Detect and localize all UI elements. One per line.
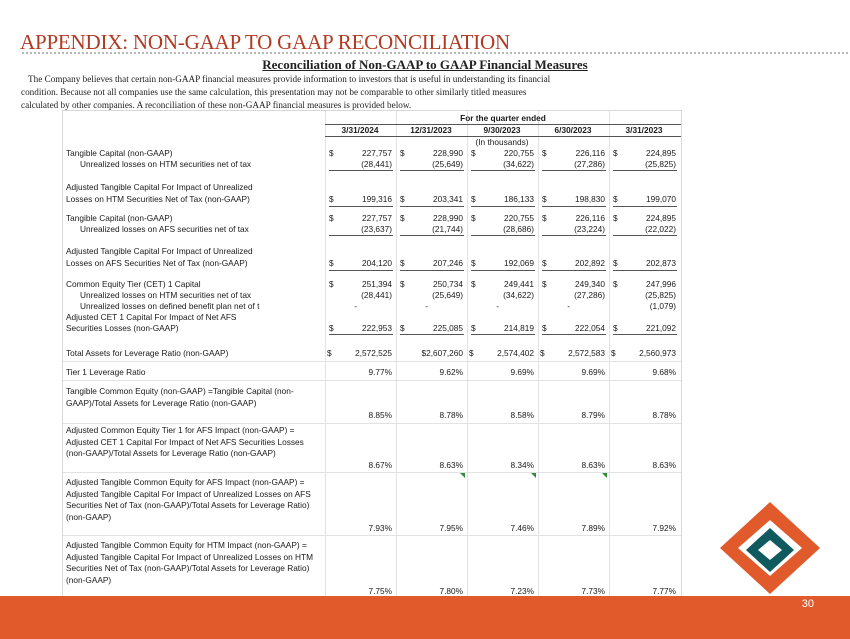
dollar-sign: $ <box>469 348 474 358</box>
cell-value: 192,069 <box>504 258 534 268</box>
intro-line: The Company believes that certain non-GAAP financial measures provide information to investors that is useful in understanding its financial <box>28 74 551 84</box>
cell-value: - <box>354 301 357 311</box>
intro-paragraph <box>21 73 761 112</box>
cell-value: 220,755 <box>504 213 534 223</box>
row-label: Total Assets for Leverage Ratio (non-GAAP) <box>66 348 229 358</box>
cell-value: (34,622) <box>503 290 534 300</box>
cell-value: 8.63% <box>581 460 605 470</box>
subtotal-rule <box>329 170 393 171</box>
dollar-sign: $ <box>613 279 618 289</box>
subtotal-rule <box>400 235 464 236</box>
row-divider <box>63 472 681 473</box>
cell-value: 9.62% <box>439 367 463 377</box>
cell-value: 8.58% <box>510 410 534 420</box>
row-label: Adjusted Tangible Common Equity for AFS Impact (non-GAAP) = Adjusted Tangible Capital For Impact of Unrealized Losses on AFS Securities Net of Tax (non-GAAP)/Total Assets for Leverage Ratio) (non-GAAP) <box>66 477 311 522</box>
cell-value: (34,622) <box>503 159 534 169</box>
cell-value: 7.75% <box>368 586 392 596</box>
cell-value: (25,825) <box>645 159 676 169</box>
cell-value: (28,441) <box>361 290 392 300</box>
total-rule <box>542 270 606 271</box>
column-header: 3/31/2024 <box>341 125 379 135</box>
dollar-sign: $ <box>613 323 618 333</box>
dollar-sign: $ <box>471 213 476 223</box>
table-row <box>63 386 681 422</box>
cell-value: (23,224) <box>574 224 605 234</box>
dollar-sign: $ <box>542 279 547 289</box>
intro-line: condition. Because not all companies use the same calculation, this presentation may not be comparable to other similarly titled measures <box>21 87 527 97</box>
period-header: For the quarter ended <box>460 113 546 123</box>
total-rule <box>329 334 393 335</box>
cell-value: 202,873 <box>646 258 676 268</box>
cell-value: 225,085 <box>433 323 463 333</box>
row-label: Adjusted CET 1 Capital For Impact of Net AFS <box>66 312 237 322</box>
dollar-sign: $ <box>400 213 405 223</box>
row-label: Adjusted Common Equity Tier 1 for AFS Impact (non-GAAP) = Adjusted CET 1 Capital For Impact of Net AFS Securities Losses (non-GAAP)/Total Assets for Leverage Ratio (non-GAAP) <box>66 425 304 458</box>
cell-value: 249,340 <box>575 279 605 289</box>
total-rule <box>329 206 393 207</box>
cell-value: 214,819 <box>504 323 534 333</box>
dollar-sign: $ <box>471 258 476 268</box>
total-rule <box>471 206 535 207</box>
dollar-sign: $ <box>329 279 334 289</box>
cell-value: 7.46% <box>510 523 534 533</box>
cell-value: 8.78% <box>439 410 463 420</box>
cell-value: 7.89% <box>581 523 605 533</box>
dollar-sign: $ <box>542 194 547 204</box>
cell-value: 207,246 <box>433 258 463 268</box>
column-header: 9/30/2023 <box>483 125 521 135</box>
total-rule <box>329 270 393 271</box>
dollar-sign: $ <box>329 148 334 158</box>
cell-value: 7.73% <box>581 586 605 596</box>
page-title: APPENDIX: NON-GAAP TO GAAP RECONCILIATION <box>20 30 510 54</box>
cell-value: 224,895 <box>646 148 676 158</box>
row-label: Tangible Common Equity (non-GAAP) =Tangible Capital (non-GAAP)/Total Assets for Leverage Ratio (non-GAAP) <box>66 386 294 408</box>
total-rule <box>400 334 464 335</box>
cell-value: - <box>567 301 570 311</box>
column-header: 3/31/2023 <box>625 125 663 135</box>
dollar-sign: $ <box>471 323 476 333</box>
subtotal-rule <box>613 170 677 171</box>
cell-value: 7.95% <box>439 523 463 533</box>
row-label: Tangible Capital (non-GAAP) <box>66 213 173 223</box>
dollar-sign: $ <box>329 194 334 204</box>
cell-value: 227,757 <box>362 213 392 223</box>
cell-value: (25,825) <box>645 290 676 300</box>
cell-value: 250,734 <box>433 279 463 289</box>
cell-value: 224,895 <box>646 213 676 223</box>
title-divider <box>22 52 848 54</box>
cell-value: 8.63% <box>439 460 463 470</box>
total-rule <box>613 334 677 335</box>
cell-value: 251,394 <box>362 279 392 289</box>
cell-value: (28,686) <box>503 224 534 234</box>
cell-value: 8.78% <box>652 410 676 420</box>
cell-value: (27,286) <box>574 290 605 300</box>
row-label: Unrealized losses on defined benefit plan net of t <box>80 301 260 311</box>
cell-value: $2,607,260 <box>421 348 463 358</box>
cell-value: 9.69% <box>581 367 605 377</box>
cell-value: 8.79% <box>581 410 605 420</box>
dollar-sign: $ <box>613 258 618 268</box>
cell-value: 247,996 <box>646 279 676 289</box>
table-row <box>63 540 681 598</box>
row-label-continued: Losses on HTM Securities Net of Tax (non-GAAP) <box>66 194 250 204</box>
total-rule <box>613 270 677 271</box>
dollar-sign: $ <box>611 348 616 358</box>
dollar-sign: $ <box>471 148 476 158</box>
cell-value: 8.67% <box>368 460 392 470</box>
cell-value: 198,830 <box>575 194 605 204</box>
column-header: 12/31/2023 <box>410 125 452 135</box>
row-divider <box>63 535 681 536</box>
row-label: Adjusted Tangible Capital For Impact of Unrealized <box>66 246 253 256</box>
cell-value: 203,341 <box>433 194 463 204</box>
cell-value: (25,649) <box>432 290 463 300</box>
subtotal-rule <box>471 170 535 171</box>
cell-value: (1,079) <box>649 301 676 311</box>
cell-value: 249,441 <box>504 279 534 289</box>
cell-value: 9.77% <box>368 367 392 377</box>
dollar-sign: $ <box>329 323 334 333</box>
cell-value: 7.80% <box>439 586 463 596</box>
total-rule <box>542 334 606 335</box>
cell-value: 199,070 <box>646 194 676 204</box>
dollar-sign: $ <box>613 148 618 158</box>
row-divider <box>63 361 681 362</box>
table-row <box>63 425 681 473</box>
cell-value: 9.69% <box>510 367 534 377</box>
intro-line: calculated by other companies. A reconciliation of these non-GAAP financial measures is provided below. <box>21 100 412 110</box>
cell-value: 8.85% <box>368 410 392 420</box>
cell-value: 8.63% <box>652 460 676 470</box>
total-rule <box>400 206 464 207</box>
row-label: Adjusted Tangible Common Equity for HTM Impact (non-GAAP) = Adjusted Tangible Capital For Impact of Unrealized Losses on HTM Securities Net of Tax (non-GAAP)/Total Assets for Leverage Ratio) (non-GAAP) <box>66 540 314 585</box>
subtotal-rule <box>471 235 535 236</box>
dollar-sign: $ <box>329 213 334 223</box>
row-label: Adjusted Tangible Capital For Impact of Unrealized <box>66 182 253 192</box>
dollar-sign: $ <box>471 194 476 204</box>
column-header: 6/30/2023 <box>554 125 592 135</box>
dollar-sign: $ <box>400 323 405 333</box>
cell-value: 8.34% <box>510 460 534 470</box>
cell-value: 221,092 <box>646 323 676 333</box>
dollar-sign: $ <box>542 148 547 158</box>
row-label: Unrealized losses on HTM securities net of tax <box>80 159 252 169</box>
dollar-sign: $ <box>471 279 476 289</box>
cell-value: 9.68% <box>652 367 676 377</box>
cell-value: 227,757 <box>362 148 392 158</box>
dollar-sign: $ <box>540 348 545 358</box>
dollar-sign: $ <box>542 258 547 268</box>
dollar-sign: $ <box>400 279 405 289</box>
cell-value: 199,316 <box>362 194 392 204</box>
dollar-sign: $ <box>329 258 334 268</box>
dollar-sign: $ <box>400 194 405 204</box>
cell-value: 2,574,402 <box>497 348 534 358</box>
cell-value: (21,744) <box>432 224 463 234</box>
dollar-sign: $ <box>400 258 405 268</box>
cell-value: 7.93% <box>368 523 392 533</box>
cell-value: 2,572,525 <box>355 348 392 358</box>
cell-value: 220,755 <box>504 148 534 158</box>
cell-value: 228,990 <box>433 148 463 158</box>
cell-value: 2,560,973 <box>639 348 676 358</box>
company-logo-icon <box>712 498 828 598</box>
row-label: Tangible Capital (non-GAAP) <box>66 148 173 158</box>
cell-value: 7.77% <box>652 586 676 596</box>
subtotal-rule <box>542 170 606 171</box>
dollar-sign: $ <box>613 213 618 223</box>
row-label-continued: Losses on AFS Securities Net of Tax (non-GAAP) <box>66 258 248 268</box>
row-divider <box>63 380 681 381</box>
cell-value: 226,116 <box>575 148 605 158</box>
cell-value: 202,892 <box>575 258 605 268</box>
row-divider <box>63 423 681 424</box>
cell-value: 222,953 <box>362 323 392 333</box>
dollar-sign: $ <box>327 348 332 358</box>
total-rule <box>400 270 464 271</box>
cell-value: (23,637) <box>361 224 392 234</box>
subtotal-rule <box>329 235 393 236</box>
table-row <box>63 477 681 535</box>
cell-value: 204,120 <box>362 258 392 268</box>
total-rule <box>471 270 535 271</box>
cell-value: - <box>425 301 428 311</box>
cell-value: (28,441) <box>361 159 392 169</box>
cell-value: 2,572,583 <box>568 348 605 358</box>
row-label: Common Equity Tier (CET) 1 Capital <box>66 279 201 289</box>
cell-value: - <box>496 301 499 311</box>
row-label: Unrealized losses on AFS securities net of tax <box>80 224 249 234</box>
cell-value: 7.92% <box>652 523 676 533</box>
cell-value: (25,649) <box>432 159 463 169</box>
subtotal-rule <box>542 235 606 236</box>
units-label: (In thousands) <box>475 137 529 147</box>
row-label: Unrealized losses on HTM securities net of tax <box>80 290 252 300</box>
total-rule <box>613 206 677 207</box>
total-rule <box>471 334 535 335</box>
cell-value: 226,116 <box>575 213 605 223</box>
cell-value: 186,133 <box>504 194 534 204</box>
total-rule <box>542 206 606 207</box>
cell-value: 222,054 <box>575 323 605 333</box>
row-label: Tier 1 Leverage Ratio <box>66 367 146 377</box>
section-subtitle: Reconciliation of Non-GAAP to GAAP Financial Measures <box>262 57 588 72</box>
cell-value: (27,286) <box>574 159 605 169</box>
cell-value: (22,022) <box>645 224 676 234</box>
reconciliation-table <box>62 110 682 597</box>
footer-bar <box>0 596 850 639</box>
row-label-continued: Securities Losses (non-GAAP) <box>66 323 179 333</box>
dollar-sign: $ <box>400 148 405 158</box>
page-number: 30 <box>801 598 814 610</box>
dollar-sign: $ <box>613 194 618 204</box>
cell-value: 228,990 <box>433 213 463 223</box>
dollar-sign: $ <box>542 213 547 223</box>
dollar-sign: $ <box>542 323 547 333</box>
subtotal-rule <box>613 235 677 236</box>
subtotal-rule <box>400 170 464 171</box>
cell-value: 7.23% <box>510 586 534 596</box>
